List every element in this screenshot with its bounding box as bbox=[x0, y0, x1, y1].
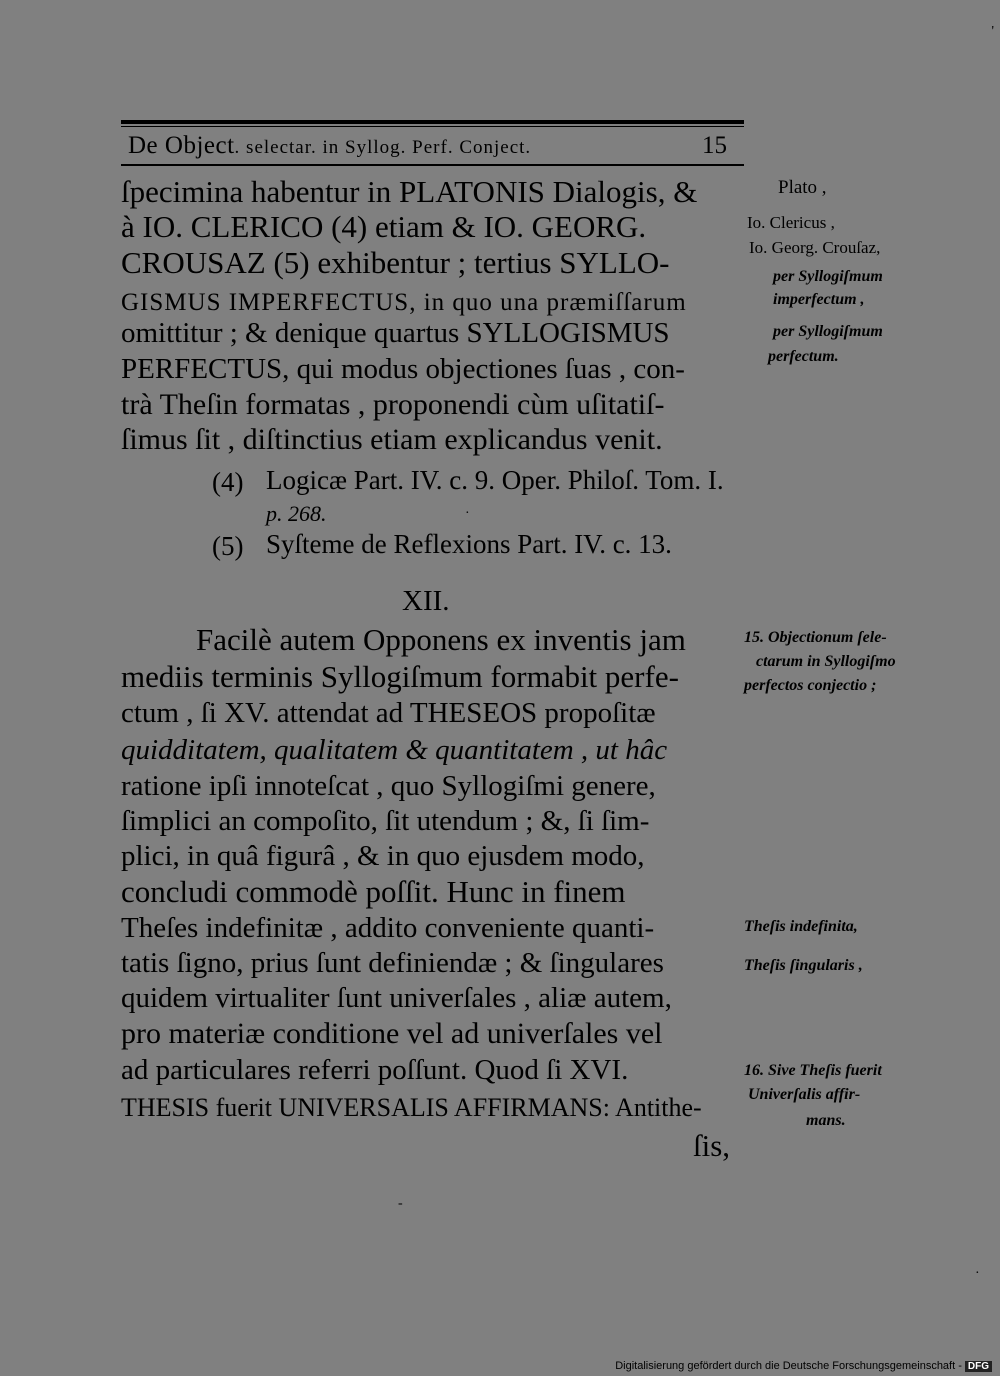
body-line: PERFECTUS, qui modus objectiones ſuas , con- bbox=[121, 353, 685, 385]
page-number: 15 bbox=[702, 132, 727, 159]
marginal-note: Io. Clericus , bbox=[747, 213, 835, 232]
header-rule-top-thin bbox=[121, 126, 744, 127]
marginal-note: Theſis indefinita, bbox=[744, 918, 858, 935]
marginal-note: 15. Objectionum ſele- bbox=[744, 629, 887, 646]
body-line: pro materiæ conditione vel ad univerſales vel bbox=[121, 1017, 663, 1050]
marginal-note: perfectum. bbox=[768, 348, 839, 365]
body-line: Facilè autem Opponens ex inventis jam bbox=[196, 622, 686, 657]
marginal-note: per Syllogiſmum bbox=[773, 268, 883, 285]
footnote-continuation: p. 268. bbox=[266, 501, 327, 526]
body-line: GISMUS IMPERFECTUS, in quo una præmiſſarum bbox=[121, 289, 687, 316]
header-rule-top bbox=[121, 120, 744, 124]
header-rule-bottom bbox=[121, 164, 744, 166]
body-line: ſpecimina habentur in PLATONIS Dialogis, & bbox=[121, 174, 698, 209]
body-line: quidem virtualiter ſunt univerſales , aliæ autem, bbox=[121, 982, 672, 1014]
body-line: ſimus ſit , diſtinctius etiam explicandus venit. bbox=[121, 423, 663, 456]
body-line: ad particulares referri poſſunt. Quod ſi XVI. bbox=[121, 1054, 629, 1086]
marginal-note: Plato , bbox=[778, 177, 827, 198]
marginal-note: ctarum in Syllogiſmo bbox=[756, 653, 896, 670]
scan-speck: · bbox=[975, 1266, 980, 1281]
footnote-text: Syſteme de Reflexions Part. IV. c. 13. bbox=[266, 529, 672, 559]
body-line: trà Theſin formatas , proponendi cùm uſitatiſ- bbox=[121, 388, 665, 421]
body-line: CROUSAZ (5) exhibentur ; tertius SYLLO- bbox=[121, 245, 670, 280]
body-line: tatis ſigno, prius ſunt definiendæ ; & ſingulares bbox=[121, 947, 664, 979]
marginal-note: per Syllogiſmum bbox=[773, 323, 883, 340]
credit-text: Digitalisierung gefördert durch die Deutsche Forschungsgemeinschaft - bbox=[615, 1360, 962, 1372]
scan-speck: · bbox=[465, 506, 470, 521]
body-line: ſis, bbox=[693, 1128, 731, 1163]
marginal-note: Univerſalis affir- bbox=[748, 1086, 861, 1103]
dfg-logo: DFG bbox=[965, 1361, 992, 1372]
marginal-note: Io. Georg. Crouſaz, bbox=[749, 238, 881, 257]
footnote-number: (4) bbox=[212, 467, 244, 497]
scan-speck: ' bbox=[991, 24, 994, 39]
body-line: ctum , ſi XV. attendat ad THESEOS propoſitæ bbox=[121, 697, 656, 729]
running-header-part1: De Object bbox=[128, 132, 235, 159]
body-line: ſimplici an compoſito, ſit utendum ; &, ſi ſim- bbox=[121, 805, 650, 837]
body-line: THESIS fuerit UNIVERSALIS AFFIRMANS: Antithe- bbox=[121, 1093, 702, 1122]
scan-speck: - bbox=[398, 1196, 403, 1211]
marginal-note: mans. bbox=[806, 1112, 846, 1129]
digitization-credit bbox=[615, 1360, 992, 1372]
running-header bbox=[128, 132, 531, 160]
body-line: quidditatem, qualitatem & quantitatem , ut hâc bbox=[121, 734, 668, 766]
running-header-part2: . selectar. in Syllog. Perf. Conject. bbox=[234, 137, 532, 158]
body-line: mediis terminis Syllogiſmum formabit perfe- bbox=[121, 659, 679, 694]
section-heading: XII. bbox=[402, 585, 450, 617]
body-line: Theſes indefinitæ , addito conveniente quanti- bbox=[121, 912, 655, 944]
body-line: ratione ipſi innoteſcat , quo Syllogiſmi genere, bbox=[121, 770, 656, 802]
body-line: omittitur ; & denique quartus SYLLOGISMUS bbox=[121, 317, 670, 349]
marginal-note: Theſis ſingularis , bbox=[744, 957, 863, 974]
footnote-number: (5) bbox=[212, 531, 244, 561]
marginal-note: imperfectum , bbox=[773, 291, 865, 308]
footnote-text: Logicæ Part. IV. c. 9. Oper. Philoſ. Tom. I. bbox=[266, 465, 724, 495]
marginal-note: 16. Sive Theſis fuerit bbox=[744, 1062, 882, 1079]
body-line: concludi commodè poſſit. Hunc in finem bbox=[121, 874, 626, 909]
marginal-note: perfectos conjectio ; bbox=[744, 677, 877, 694]
body-line: à IO. CLERICO (4) etiam & IO. GEORG. bbox=[121, 209, 647, 244]
body-line: plici, in quâ figurâ , & in quo ejusdem modo, bbox=[121, 840, 645, 872]
